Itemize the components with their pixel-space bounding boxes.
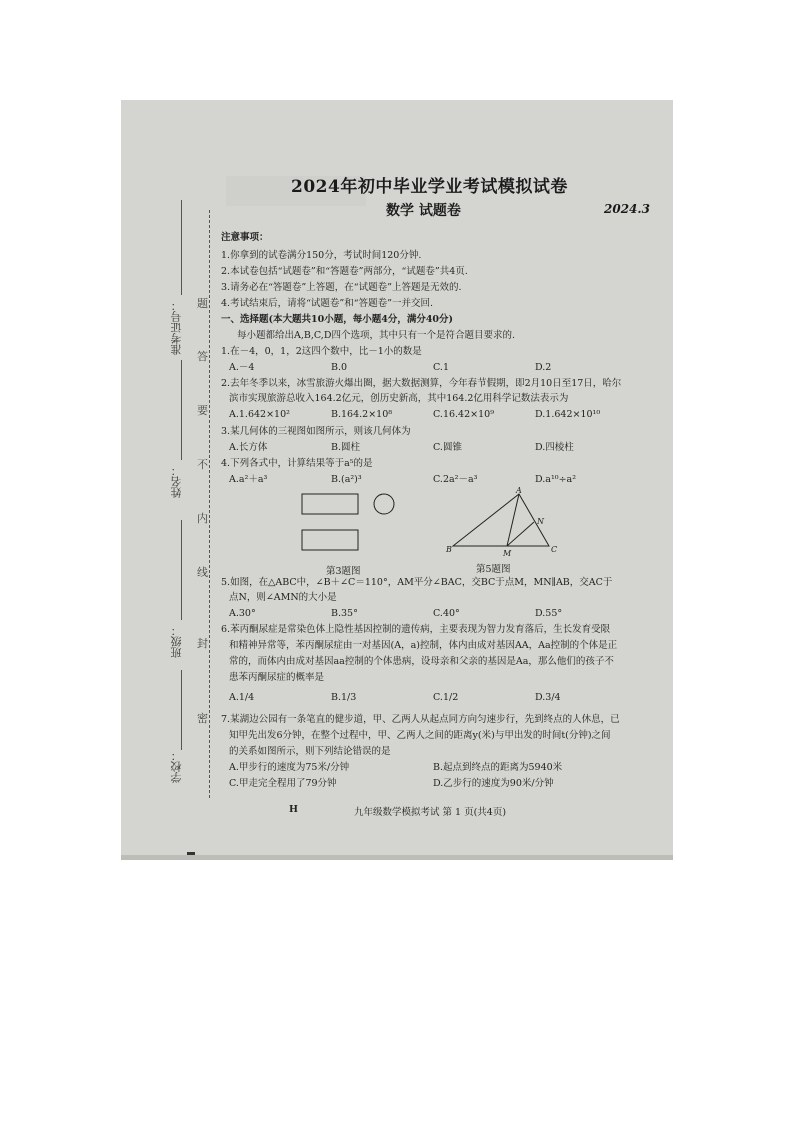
school-line	[181, 670, 182, 750]
figure-5-triangle	[441, 486, 561, 578]
q6-option-c: C.1/2	[433, 692, 459, 703]
question-2-line-1: 2.去年冬季以来，冰雪旅游火爆出圈，据大数据测算，今年春节假期，即2月10日至17日，哈尔	[221, 378, 622, 389]
class-line	[181, 520, 182, 620]
front-view-rect	[302, 494, 358, 514]
notes-heading: 注意事项：	[221, 232, 269, 243]
q5-option-c: C.40°	[433, 608, 460, 619]
seal-dashed-line	[209, 210, 210, 798]
footer-page-info: 九年级数学模拟考试 第 1 页(共4页)	[354, 807, 507, 818]
margin-field-class: 班级：	[170, 625, 183, 658]
segment-mn	[507, 522, 534, 546]
exam-date: 2024.3	[604, 202, 650, 216]
seal-char: 题	[197, 297, 208, 310]
exam-title: 2024年初中毕业学业考试模拟试卷	[291, 177, 568, 197]
question-6-line-3: 常的，而体内由成对基因aa控制的个体患病，设母亲和父亲的基因是Aa，那么他们的孩子不	[229, 656, 614, 667]
question-1: 1.在－4，0，1，2这四个数中，比－1小的数是	[221, 346, 422, 357]
q4-option-d: D.a¹⁰÷a²	[535, 474, 577, 485]
q7-option-a: A.甲步行的速度为75米/分钟	[229, 762, 350, 773]
q6-option-b: B.1/3	[331, 692, 357, 703]
label-m: M	[503, 549, 512, 558]
q2-option-b: B.164.2×10⁸	[331, 409, 393, 420]
side-view-rect	[302, 530, 358, 550]
q4-option-b: B.(a²)³	[331, 474, 362, 485]
q3-option-a: A.长方体	[229, 442, 268, 453]
seal-char: 密	[197, 712, 208, 725]
seal-char: 线	[197, 566, 208, 579]
question-7-line-3: 的关系如图所示，则下列结论错误的是	[229, 746, 391, 757]
seal-char: 要	[197, 404, 208, 417]
label-c: C	[551, 545, 558, 554]
seal-char: 封	[197, 637, 208, 650]
q1-option-d: D.2	[535, 362, 552, 373]
q7-option-d: D.乙步行的速度为90米/分钟	[433, 778, 554, 789]
name-line	[181, 360, 182, 460]
label-n: N	[537, 517, 544, 526]
q3-option-d: D.四棱柱	[535, 442, 574, 453]
exam-subtitle: 数学 试题卷	[386, 203, 461, 219]
question-6-line-2: 和精神异常等，苯丙酮尿症由一对基因(A，a)控制，体内由成对基因AA，Aa控制的个体是正	[229, 640, 618, 651]
q7-option-c: C.甲走完全程用了79分钟	[229, 778, 337, 789]
note-item: 3.请务必在“答题卷”上答题，在“试题卷”上答题是无效的.	[221, 282, 462, 293]
question-7-line-1: 7.某湖边公园有一条笔直的健步道，甲、乙两人从起点同方向匀速步行，先到终点的人休息，已	[221, 714, 620, 725]
footer-code: H	[289, 804, 298, 815]
label-a: A	[516, 486, 522, 495]
question-3: 3.某几何体的三视图如图所示，则该几何体为	[221, 426, 411, 437]
note-item: 1.你拿到的试卷满分150分，考试时间120分钟.	[221, 250, 422, 261]
figure-3-caption: 第3题图	[326, 566, 361, 577]
section-heading: 一、选择题(本大题共10小题，每小题4分，满分40分)	[221, 314, 454, 325]
note-item: 4.考试结束后，请将“试题卷”和“答题卷”一并交回.	[221, 298, 434, 309]
question-5-line-1: 5.如图，在△ABC中，∠B＋∠C＝110°，AM平分∠BAC，交BC于点M，MN∥AB，交AC于	[221, 577, 613, 588]
q2-option-d: D.1.642×10¹⁰	[535, 409, 601, 420]
seal-char: 不	[197, 458, 208, 471]
question-6-line-1: 6.苯丙酮尿症是常染色体上隐性基因控制的遗传病，主要表现为智力发育落后，生长发育受限	[221, 624, 611, 635]
q2-option-c: C.16.42×10⁹	[433, 409, 495, 420]
q4-option-a: A.a²＋a³	[229, 474, 268, 485]
q3-option-c: C.圆锥	[433, 442, 462, 453]
triangle-abc	[453, 494, 549, 546]
margin-field-exam-number: 准考证号：	[170, 300, 183, 355]
scan-edge	[121, 855, 673, 860]
figure-5-caption: 第5题图	[476, 564, 511, 575]
label-b: B	[446, 545, 452, 554]
question-6-line-4: 患苯丙酮尿症的概率是	[229, 672, 325, 683]
q6-option-a: A.1/4	[229, 692, 255, 703]
q2-option-a: A.1.642×10²	[229, 409, 290, 420]
question-5-line-2: 点N，则∠AMN的大小是	[229, 592, 337, 603]
exam-number-line	[181, 200, 182, 295]
question-4: 4.下列各式中，计算结果等于a⁵的是	[221, 458, 373, 469]
question-7-line-2: 知甲先出发6分钟，在整个过程中，甲、乙两人之间的距离y(米)与甲出发的时间t(分钟)之间	[229, 730, 611, 741]
q4-option-c: C.2a²－a³	[433, 474, 478, 485]
margin-field-school: 学校：	[170, 750, 183, 783]
q1-option-b: B.0	[331, 362, 348, 373]
q1-option-c: C.1	[433, 362, 449, 373]
q5-option-a: A.30°	[229, 608, 256, 619]
q6-option-d: D.3/4	[535, 692, 561, 703]
section-instruction: 每小题都给出A,B,C,D四个选项，其中只有一个是符合题目要求的.	[237, 330, 515, 341]
q5-option-b: B.35°	[331, 608, 358, 619]
q7-option-b: B.起点到终点的距离为5940米	[433, 762, 563, 773]
figure-3-three-views	[296, 490, 406, 580]
question-2-line-2: 滨市实现旅游总收入164.2亿元，创历史新高，其中164.2亿用科学记数法表示为	[229, 393, 569, 404]
q3-option-b: B.圆柱	[331, 442, 361, 453]
top-view-circle	[374, 494, 394, 514]
q5-option-d: D.55°	[535, 608, 563, 619]
seal-char: 答	[197, 350, 208, 363]
exam-paper-photo	[121, 100, 673, 860]
margin-field-name: 姓名：	[170, 465, 183, 498]
seal-char: 内	[197, 512, 208, 525]
note-item: 2.本试卷包括“试题卷”和“答题卷”两部分，“试题卷”共4页.	[221, 266, 468, 277]
q1-option-a: A.－4	[229, 362, 255, 373]
